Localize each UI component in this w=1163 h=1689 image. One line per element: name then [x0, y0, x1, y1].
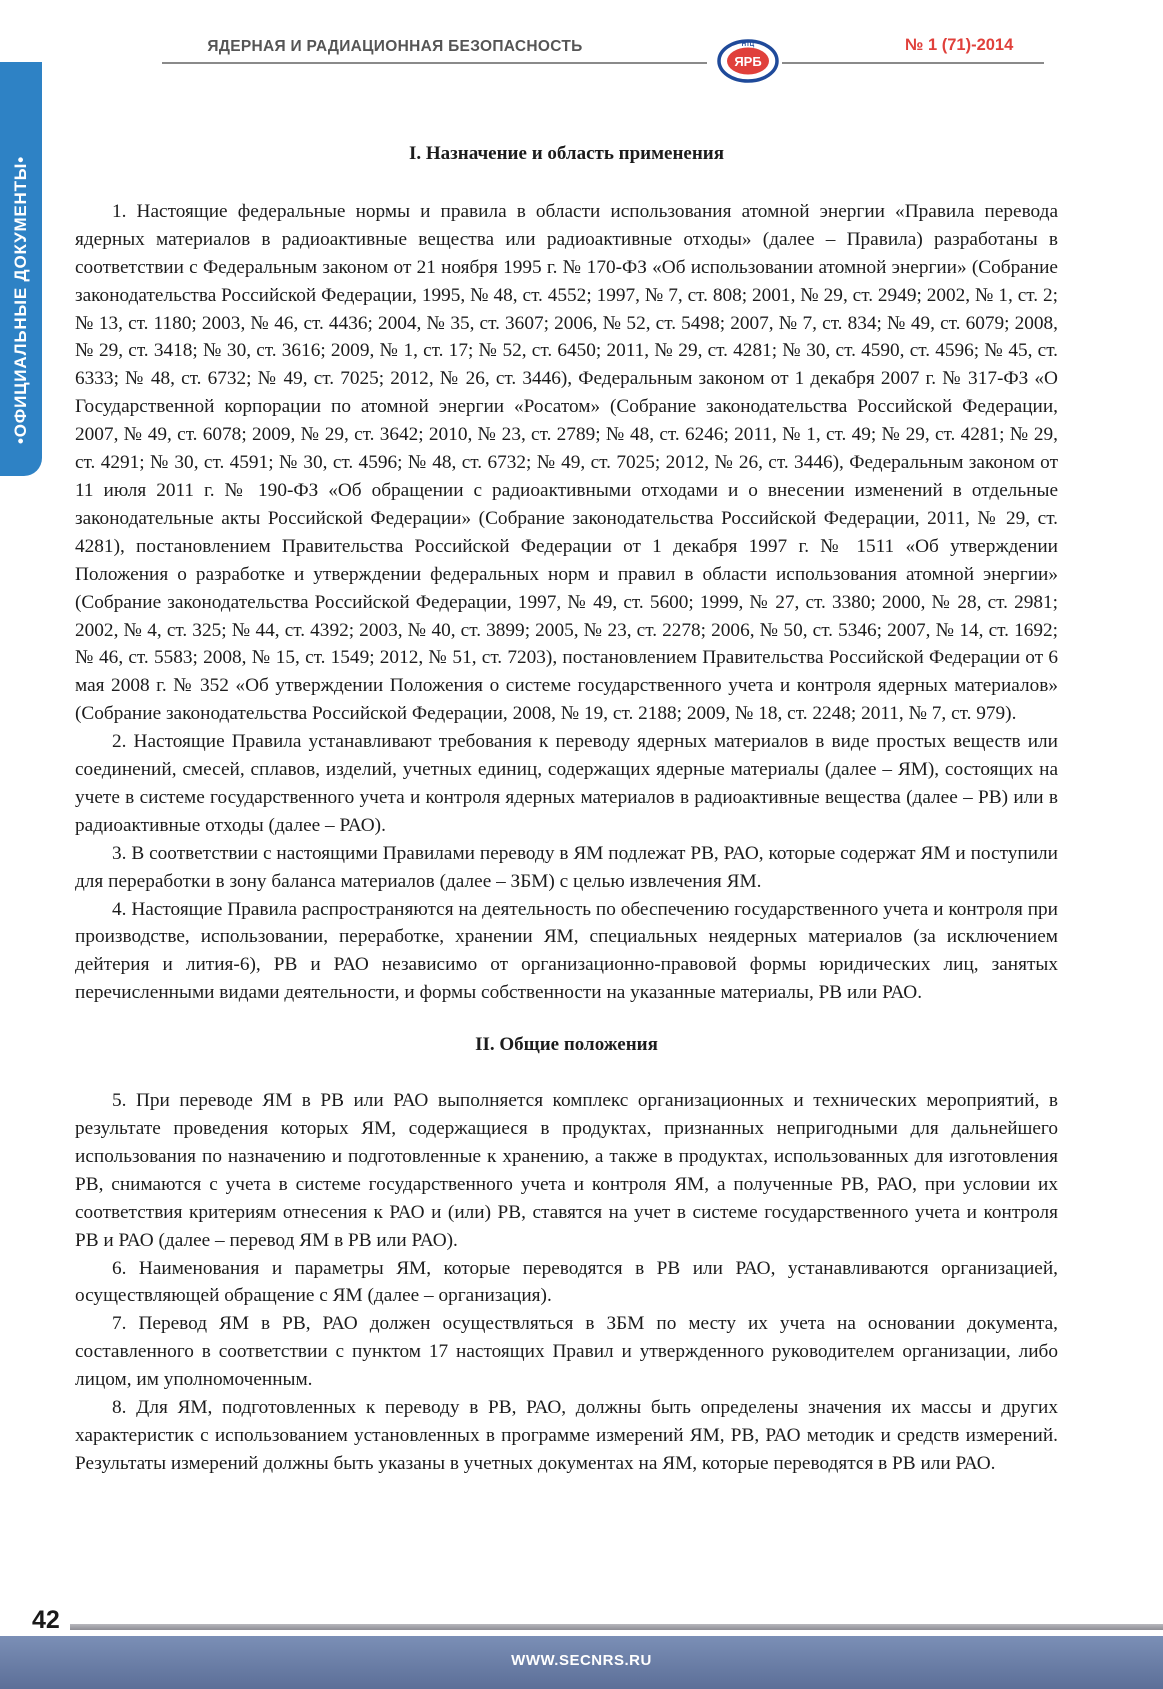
issue-number: № 1 (71)-2014 [905, 36, 1014, 54]
paragraph-5: 5. При переводе ЯМ в РВ или РАО выполняется комплекс организационных и технических мероприятий, в результате проведения которых ЯМ, содержащиеся в продуктах, признанных непригодными для дальнейшего использования по назначению и подготовленные к хранению, а также в продуктах, использованных для изготовления РВ, снимаются с учета в системе государственного учета и контроля ЯМ, а полученные РВ, РАО, при условии их соответствия критериям отнесения к РАО и (или) РВ, ставятся на учет в системе государственного учета и контроля РВ и РАО (далее – перевод ЯМ в РВ или РАО). [75, 1090, 1058, 1251]
page-footer [0, 1600, 1163, 1689]
journal-logo-icon [716, 36, 780, 84]
logo-text: ЯРБ [734, 54, 762, 69]
page-header [0, 0, 1163, 69]
paragraph-7: 7. Перевод ЯМ в РВ, РАО должен осуществляться в ЗБМ по месту их учета на основании документа, составленного в соответствии с пунктом 17 настоящих Правил и утвержденного руководителем организации, либо лицом, им уполномоченным. [75, 1313, 1058, 1391]
paragraph-4: 4. Настоящие Правила распространяются на деятельность по обеспечению государственного учета и контроля при производстве, использовании, переработке, хранении ЯМ, специальных неядерных материалов (за исключением дейтерия и лития-6), РВ и РАО независимо от организационно-правовой формы юридических лиц, занятых перечисленными видами деятельности, и формы собственности на указанные материалы, РВ или РАО. [75, 898, 1058, 1004]
journal-title: ЯДЕРНАЯ И РАДИАЦИОННАЯ БЕЗОПАСНОСТЬ [207, 38, 583, 55]
paragraph-2: 2. Настоящие Правила устанавливают требования к переводу ядерных материалов в виде простых веществ или соединений, смесей, сплавов, изделий, учетных единиц, содержащих ядерные материалы (далее – ЯМ), состоящих на учете в системе государственного учета и контроля ядерных материалов в радиоактивные вещества (далее – РВ) или в радиоактивные отходы (далее – РАО). [75, 731, 1058, 836]
document-body [75, 140, 1058, 1478]
website-link[interactable]: WWW.SECNRS.RU [511, 1652, 652, 1669]
header-rule-left [162, 62, 707, 64]
paragraph-6: 6. Наименования и параметры ЯМ, которые переводятся в РВ или РАО, устанавливаются организацией, осуществляющей обращение с ЯМ (далее – организация). [75, 1257, 1058, 1307]
section-side-tab [0, 62, 42, 476]
paragraph-8: 8. Для ЯМ, подготовленных к переводу в РВ, РАО, должны быть определены значения их массы и других характеристик с использованием установленных в программе измерений ЯМ, РВ, РАО методик и средств измерений. Результаты измерений должны быть указаны в учетных документах на ЯМ, которые переводятся в РВ или РАО. [75, 1397, 1058, 1474]
footer-rule [70, 1624, 1163, 1630]
section-title-2: II. Общие положения [475, 1034, 658, 1056]
header-rule-right [782, 62, 1044, 64]
side-tab-label: •ОФИЦИАЛЬНЫЕ ДОКУМЕНТЫ• [11, 155, 30, 445]
logo-top-text: НТЦ [741, 42, 755, 48]
section-title-1: I. Назначение и область применения [408, 143, 725, 164]
page-number: 42 [32, 1606, 60, 1634]
paragraph-3: 3. В соответствии с настоящими Правилами переводу в ЯМ подлежат РВ, РАО, которые содержат ЯМ и поступили для переработки в зону баланса материалов (далее – ЗБМ) с целью извлечения ЯМ. [75, 842, 1058, 892]
paragraph-1: 1. Настоящие федеральные нормы и правила в области использования атомной энергии «Правила перевода ядерных материалов в радиоактивные вещества или радиоактивные отходы» (далее – Правила) разработаны в соответствии с Федеральным законом от 21 ноября 1995 г. № 170-ФЗ «Об использовании атомной энергии» (Собрание законодательства Российской Федерации, 1995, № 48, ст. 4552; 1997, № 7, ст. 808; 2001, № 29, ст. 2949; 2002, № 1, ст. 2; № 13, ст. 1180; 2003, № 46, ст. 4436; 2004, № 35, ст. 3607; 2006, № 52, ст. 5498; 2007, № 7, ст. 834; № 49, ст. 6079; 2008, № 29, ст. 3418; № 30, ст. 3616; 2009, № 1, ст. 17; № 52, ст. 6450; 2011, № 29, ст. 4281; № 30, ст. 4590, ст. 4596; № 45, ст. 6333; № 48, ст. 6732; № 49, ст. 7025; 2012, № 26, ст. 3446), Федеральным законом от 1 декабря 2007 г. № 317-ФЗ «О Государственной корпорации по атомной энергии «Росатом» (Собрание законодательства Российской Федерации, 2007, № 49, ст. 6078; 2009, № 29, ст. 3642; 2010, № 23, ст. 2789; № 48, ст. 6246; 2011, № 1, ст. 49; № 29, ст. 4281; № 29, ст. 4291; № 30, ст. 4591; № 30, ст. 4596; № 48, ст. 6732; № 49, ст. 7025; 2012, № 26, ст. 3446), Федеральным законом от 11 июля 2011 г. № 190-ФЗ «Об обращении с радиоактивными отходами и о внесении изменений в отдельные законодательные акты Российской Федерации» (Собрание законодательства Российской Федерации, 2011, № 29, ст. 4281), постановлением Правительства Российской Федерации от 1 декабря 1997 г. № 1511 «Об утверждении Положения о разработке и утверждении федеральных норм и правил в области использования атомной энергии» (Собрание законодательства Российской Федерации, 1997, № 49, ст. 5600; 1999, № 27, ст. 3380; 2000, № 28, ст. 2981; 2002, № 4, ст. 325; № 44, ст. 4392; 2003, № 40, ст. 3899; 2005, № 23, ст. 2278; 2006, № 50, ст. 5346; 2007, № 14, ст. 1692; № 46, ст. 5583; 2008, № 15, ст. 1549; 2012, № 51, ст. 7203), постановлением Правительства Российской Федерации от 6 мая 2008 г. № 352 «Об утверждении Положения о системе государственного учета и контроля ядерных материалов» (Собрание законодательства Российской Федерации, 2008, № 19, ст. 2188; 2009, № 18, ст. 2248; 2011, № 7, ст. 979). [75, 200, 1058, 725]
